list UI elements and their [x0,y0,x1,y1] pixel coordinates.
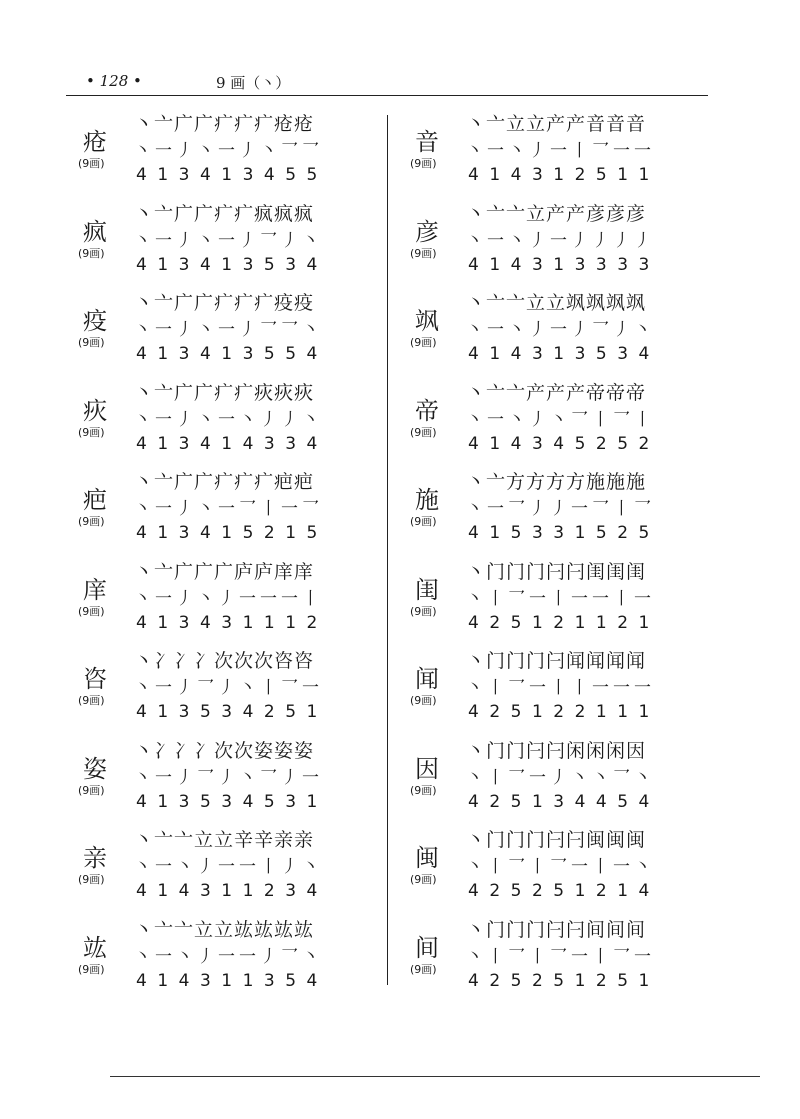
stroke-list: 丶一丶丿一丿乛丿丶 [466,320,655,340]
stroke-sequence: 丶门门闩闩闲闲闲因 [466,739,647,762]
character: 间 [415,933,439,962]
stroke-count-label: (9画) [78,694,105,707]
stroke-codes: 413414334 [136,433,328,454]
stroke-list: 丶一丿丶丿一一一丨 [134,588,323,609]
stroke-count-label: (9画) [410,425,437,439]
stroke-list: 丶一丶丿一一丨丿丶 [134,857,323,877]
character-entry [402,560,722,650]
character-entry [402,381,722,471]
stroke-sequence: 丶门门门闩闩闺闺闺 [466,560,647,583]
stroke-count-label: (9画) [78,515,105,528]
stroke-sequence: 丶亠立立产产音音音 [466,113,647,135]
stroke-list: 丶一乛丿丿一乛丨乛 [466,499,655,519]
stroke-codes: 425251214 [468,881,660,901]
character-entry [402,291,722,381]
stroke-list: 丶丨乛一丨一一丨一 [466,588,655,609]
stroke-codes: 413534251 [136,702,328,722]
stroke-sequence: 丶亠广广广庐庐庠庠 [134,560,315,583]
section-title: 9 画（丶） [216,74,291,92]
stroke-list: 丶一丿丶一乛丨一乛 [134,499,323,519]
character: 庠 [83,575,107,604]
stroke-list: 丶一丿乛丿丶乛丿一 [134,767,323,788]
stroke-list: 丶丨乛一丨丨一一一 [466,678,655,698]
stroke-list: 丶一丿丶一丿乛乛丶 [134,320,323,340]
stroke-count-label: (9画) [78,425,105,439]
character: 闺 [415,575,439,604]
stroke-codes: 413413534 [136,254,328,275]
character-entry [402,828,722,918]
character-entry [70,470,390,560]
stroke-codes: 414311354 [136,970,328,991]
stroke-count-label: (9画) [410,604,437,618]
left-column [70,112,390,1007]
right-column [402,112,722,1007]
stroke-sequence: 丶亠亠立产产彦彦彦 [466,202,647,225]
character: 彦 [415,217,439,246]
character: 施 [415,486,439,514]
stroke-list: 丶丨乛丨乛一丨乛一 [466,946,655,967]
character: 疢 [83,396,107,425]
stroke-count-label: (9画) [410,157,437,170]
character-entry [402,112,722,202]
stroke-list: 丶一丿丶一丿乛丿丶 [134,230,323,251]
character: 音 [415,128,439,156]
stroke-codes: 425251251 [468,970,660,991]
stroke-list: 丶一丶丿一丿丿丿丿 [466,230,655,251]
stroke-sequence: 丶亠广广疒疒疒疫疫 [134,292,315,314]
character-entry [70,381,390,471]
stroke-count-label: (9画) [78,962,105,976]
character-entry [70,918,390,1008]
stroke-sequence: 丶亠广广疒疒疢疢疢 [134,381,315,404]
stroke-count-label: (9画) [78,336,105,349]
stroke-sequence: 丶亠亠产产产帝帝帝 [466,381,647,404]
stroke-list: 丶丨乛丨乛一丨一丶 [466,857,655,877]
stroke-list: 丶一丿丶一丶丿丿丶 [134,409,323,430]
stroke-sequence: 丶亠广广疒疒疒疤疤 [134,471,315,493]
header-rule [66,95,708,96]
stroke-codes: 413413554 [136,344,328,364]
stroke-sequence: 丶门门门闩闩间间间 [466,918,647,941]
stroke-list: 丶一丿乛丿丶丨乛一 [134,678,323,698]
stroke-count-label: (9画) [78,783,105,797]
stroke-list: 丶一丶丿一一丿乛丶 [134,946,323,967]
character: 疮 [83,128,107,156]
character: 帝 [415,396,439,425]
character-entry [70,649,390,739]
page-number: • 128 • [86,72,142,90]
stroke-codes: 425134454 [468,791,660,812]
stroke-sequence: 丶亠方方方方施施施 [466,471,647,493]
stroke-codes: 413413455 [136,165,328,185]
stroke-codes: 414313333 [468,254,660,275]
footer-rule [110,1076,760,1077]
stroke-count-label: (9画) [78,873,105,886]
character-entry [402,649,722,739]
character-entry [402,470,722,560]
character: 疫 [83,307,107,335]
stroke-count-label: (9画) [410,694,437,707]
character: 竑 [83,933,107,962]
character: 咨 [83,665,107,693]
character: 飒 [415,307,439,335]
stroke-sequence: 丶亠广广疒疒疒疮疮 [134,113,315,135]
character-entry [70,739,390,829]
character-entry [402,739,722,829]
character-entry [70,202,390,292]
stroke-list: 丶一丶丿丶乛丨乛丨 [466,409,655,430]
page-header [66,68,708,94]
character: 亲 [83,844,107,872]
stroke-codes: 414311234 [136,881,328,901]
character: 疤 [83,486,107,514]
stroke-count-label: (9画) [410,515,437,528]
character-entry [402,918,722,1008]
stroke-count-label: (9画) [78,604,105,618]
stroke-sequence: 丶冫冫冫次次姿姿姿 [134,739,315,762]
stroke-count-label: (9画) [78,157,105,170]
stroke-sequence: 丶亠亠立立辛辛亲亲 [134,829,315,851]
stroke-sequence: 丶门门门闩闻闻闻闻 [466,650,647,672]
character: 闽 [415,844,439,872]
character: 因 [415,754,439,783]
stroke-sequence: 丶门门门闩闩闽闽闽 [466,829,647,851]
stroke-list: 丶一丶丿一丨乛一一 [466,141,655,161]
stroke-sequence: 丶冫冫冫次次次咨咨 [134,650,315,672]
stroke-codes: 414345252 [468,433,660,454]
stroke-count-label: (9画) [410,336,437,349]
character: 疯 [83,217,107,246]
stroke-count-label: (9画) [410,246,437,260]
stroke-count-label: (9画) [410,873,437,886]
stroke-count-label: (9画) [78,246,105,260]
stroke-count-label: (9画) [410,962,437,976]
stroke-count-label: (9画) [410,783,437,797]
character: 姿 [83,754,107,783]
character-entry [70,828,390,918]
stroke-codes: 425122111 [468,702,660,722]
stroke-codes: 415331525 [468,523,660,543]
stroke-codes: 413431112 [136,612,328,633]
stroke-list: 丶丨乛一丿丶丶乛丶 [466,767,655,788]
stroke-sequence: 丶亠亠立立飒飒飒飒 [466,292,647,314]
character-entry [70,291,390,381]
stroke-codes: 425121121 [468,612,660,633]
stroke-codes: 413534531 [136,791,328,812]
stroke-codes: 414313534 [468,344,660,364]
stroke-list: 丶一丿丶一丿丶乛乛 [134,141,323,161]
character-entry [402,202,722,292]
character-entry [70,112,390,202]
stroke-codes: 414312511 [468,165,660,185]
stroke-codes: 413415215 [136,523,328,543]
stroke-sequence: 丶亠广广疒疒疯疯疯 [134,202,315,225]
character: 闻 [415,665,439,693]
stroke-sequence: 丶亠亠立立竑竑竑竑 [134,918,315,941]
character-entry [70,560,390,650]
